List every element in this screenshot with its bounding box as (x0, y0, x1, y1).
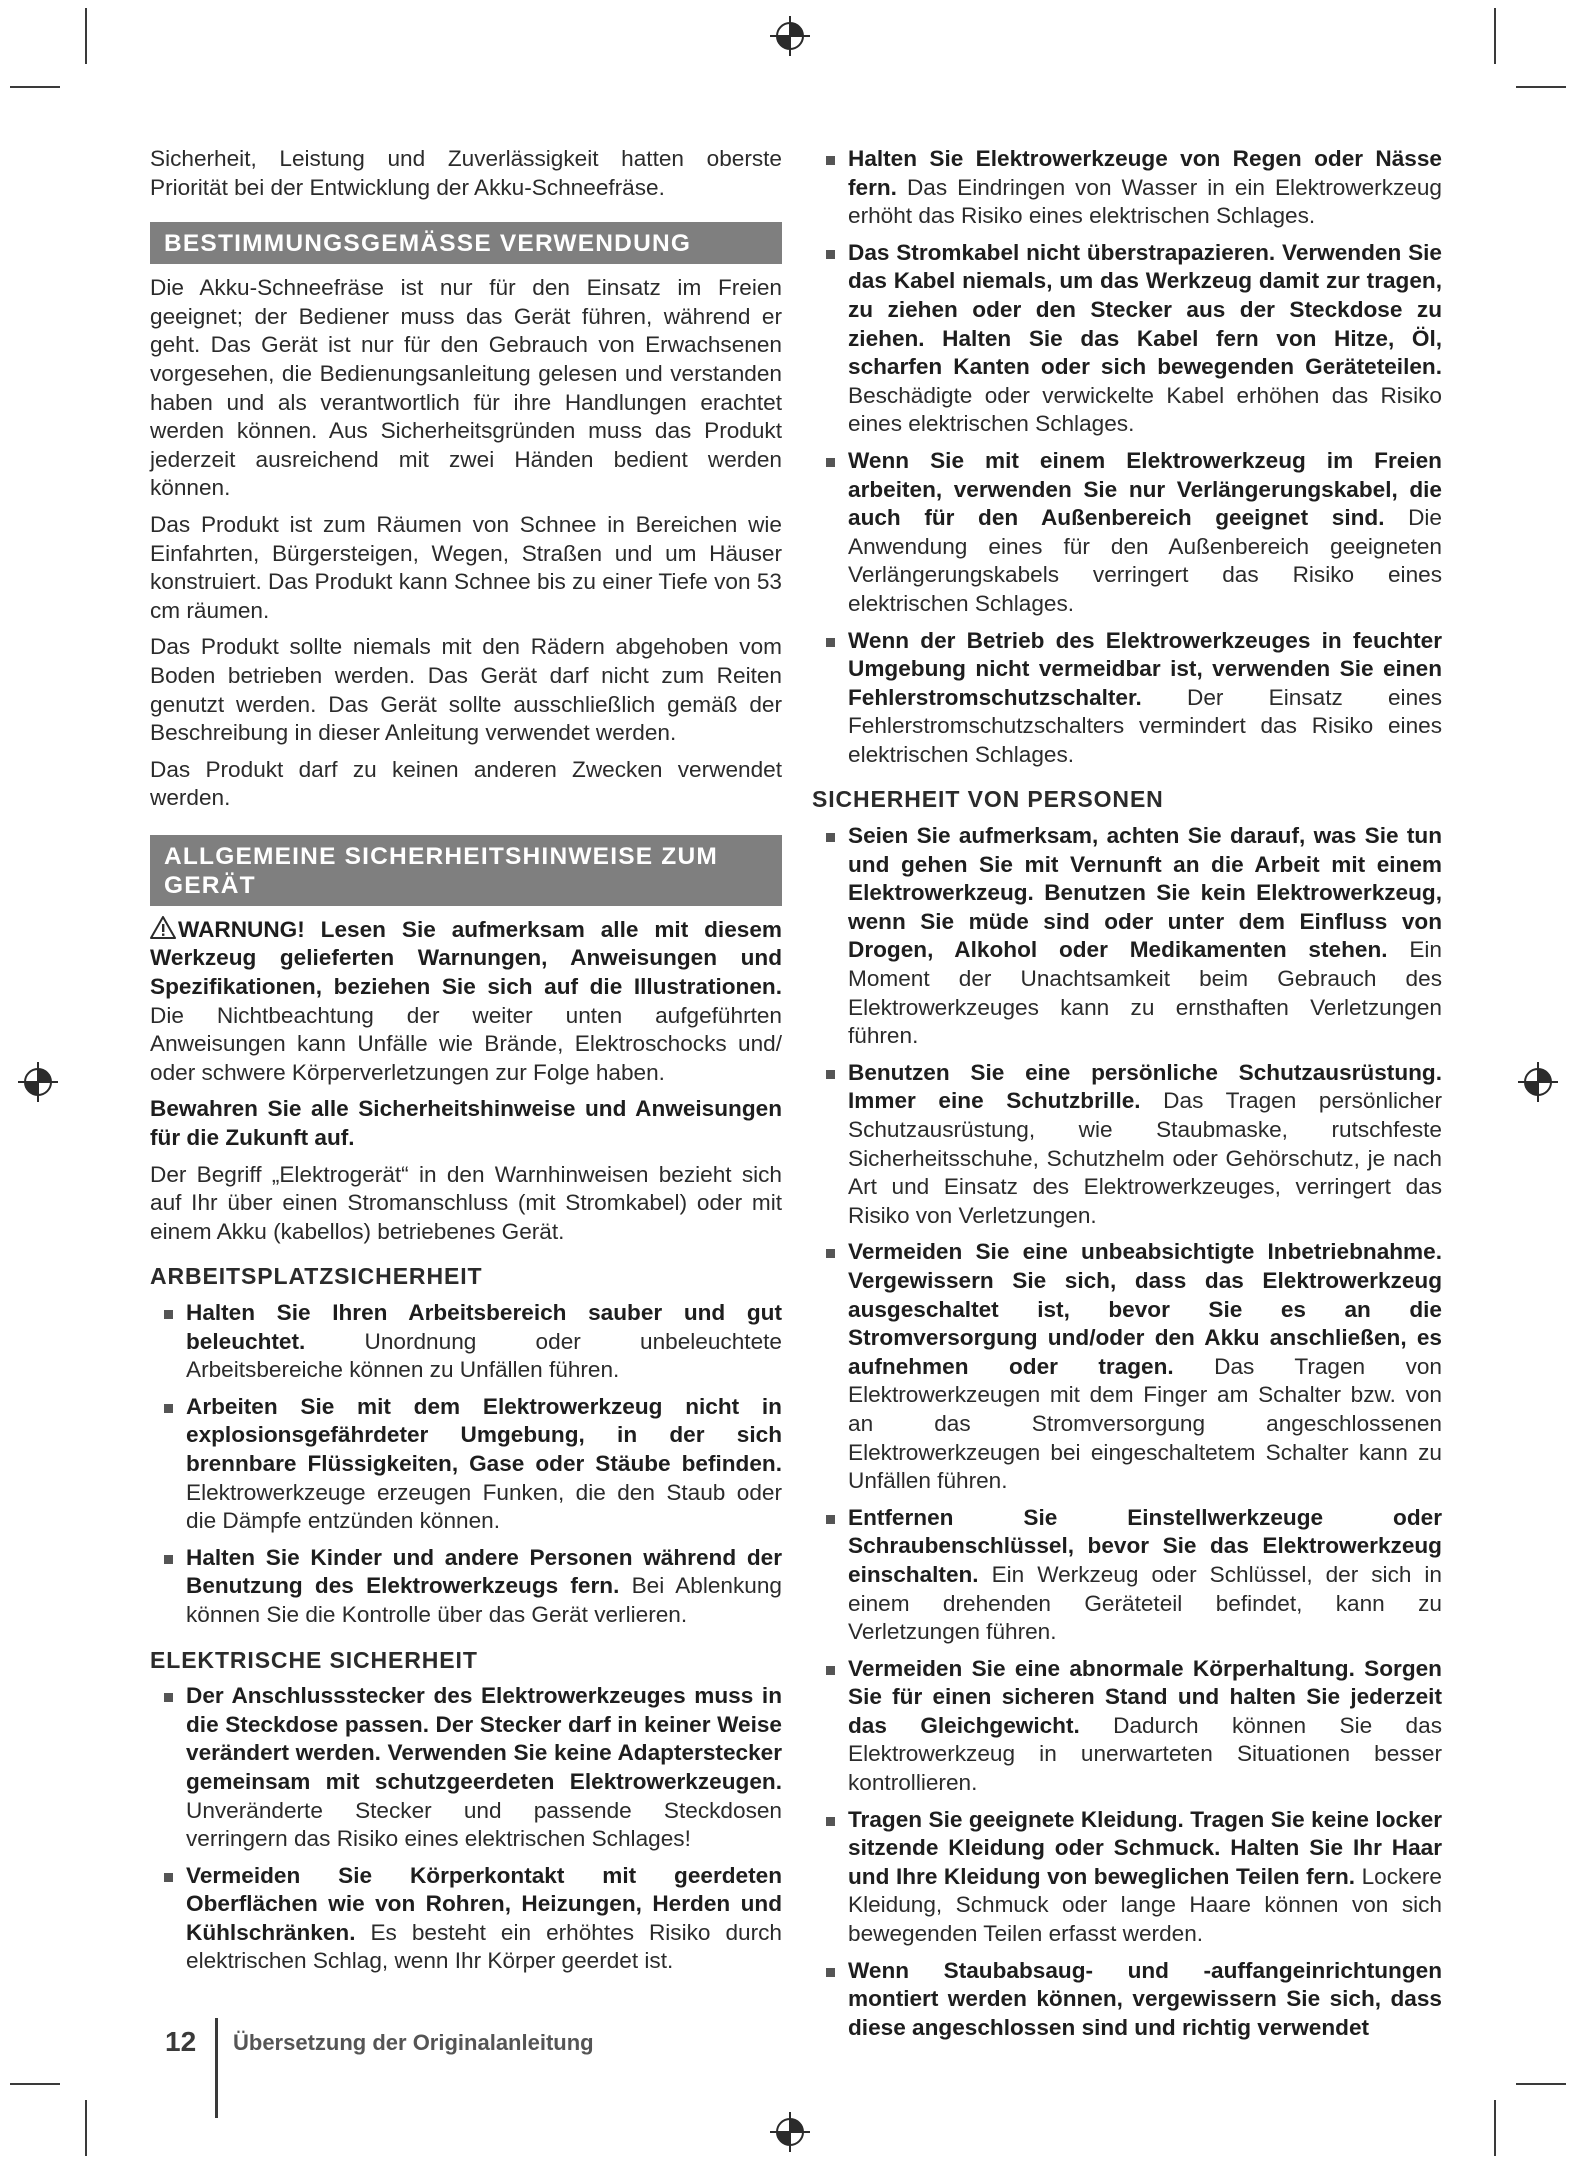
subheading-personal-safety: SICHERHEIT VON PERSONEN (812, 786, 1164, 813)
workplace-safety-list (150, 1299, 782, 1630)
crop-mark (10, 86, 60, 88)
crop-mark (1516, 86, 1566, 88)
warning-bold-text: WARNUNG! Lesen Sie aufmerksam alle mit diesem Werkzeug gelieferten Warnungen, Anweisungen und Spezifikationen, beziehen Sie sich auf die Illustrationen. (150, 916, 782, 1000)
list-item: Entfernen Sie Einstellwerkzeuge oder Schraubenschlüssel, bevor Sie das Elektrowerkzeug einschalten. Ein Werkzeug oder Schlüssel, der sich in einem drehenden Geräteteil befindet, kann zu Verletzungen führen. (848, 1504, 1442, 1647)
right-column (812, 145, 1442, 2050)
list-item: Tragen Sie geeignete Kleidung. Tragen Sie keine locker sitzende Kleidung oder Schmuck. Halten Sie Ihr Haar und Ihre Kleidung von beweglichen Teilen fern. Lockere Kleidung, Schmuck oder lange Haare können von sich bewegenden Teilen erfasst werden. (848, 1806, 1442, 1949)
page-number: 12 (165, 2026, 197, 2057)
footer-divider (215, 2018, 218, 2118)
list-item: Wenn Staubabsaug- und -auffangeinrichtungen montiert werden können, vergewissern Sie sich, dass diese angeschlossen sind und richtig verwendet (848, 1957, 1442, 2043)
intro-paragraph: Sicherheit, Leistung und Zuverlässigkeit hatten oberste Priorität bei der Entwicklung der Akku-Schneefräse. (150, 146, 782, 200)
list-item: Vermeiden Sie Körperkontakt mit geerdeten Oberflächen wie von Rohren, Heizungen, Herden und Kühlschränken. Es besteht ein erhöhtes Risiko durch elektrischen Schlag, wenn Ihr Körper geerdet ist. (186, 1862, 782, 1976)
subheading-workplace-safety: ARBEITSPLATZSICHERHEIT (150, 1263, 483, 1290)
list-item: Vermeiden Sie eine abnormale Körperhaltung. Sorgen Sie für einen sicheren Stand und halten Sie jederzeit das Gleichgewicht. Dadurch können Sie das Elektrowerkzeug in unerwarteten Situationen besser kontrollieren. (848, 1655, 1442, 1798)
warning-triangle-icon (150, 916, 176, 939)
intended-use-paragraph-4: Das Produkt darf zu keinen anderen Zwecken verwendet werden. (150, 756, 782, 811)
list-item: Das Stromkabel nicht überstrapazieren. Verwenden Sie das Kabel niemals, um das Werkzeug damit zur tragen, zu ziehen oder den Stecker aus der Steckdose zu ziehen. Halten Sie das Kabel fern von Hitze, Öl, scharfen Kanten oder sich bewegenden Geräteteilen. Beschädigte oder verwickelte Kabel erhöhen das Risiko eines elektrischen Schlages. (848, 239, 1442, 439)
list-item: Seien Sie aufmerksam, achten Sie darauf, was Sie tun und gehen Sie mit Vernunft an die Arbeit mit einem Elektrowerkzeug. Benutzen Sie kein Elektrowerkzeug, wenn Sie müde sind oder unter dem Einfluss von Drogen, Alkohol oder Medikamenten stehen. Ein Moment der Unachtsamkeit beim Gebrauch des Elektrowerkzeuges kann zu ernsthaften Verletzungen führen. (848, 822, 1442, 1051)
registration-mark-icon (16, 1060, 60, 1104)
intended-use-paragraph-2: Das Produkt ist zum Räumen von Schnee in Bereichen wie Einfahrten, Bürgersteigen, Wegen, Straßen und um Häuser konstruiert. Das Produkt kann Schnee bis zu einer Tiefe von 53 cm räumen. (150, 511, 782, 623)
section-heading-intended-use: BESTIMMUNGSGEMÄSSE VERWENDUNG (150, 222, 782, 264)
footer-title: Übersetzung der Originalanleitung (233, 2030, 594, 2055)
warning-paragraph (150, 916, 782, 1088)
crop-mark (85, 2100, 87, 2156)
registration-mark-icon (1516, 1060, 1560, 1104)
list-item: Arbeiten Sie mit dem Elektrowerkzeug nicht in explosionsgefährdeter Umgebung, in der sich brennbare Flüssigkeiten, Gase oder Stäube befinden. Elektrowerkzeuge erzeugen Funken, die den Staub oder die Dämpfe entzünden können. (186, 1393, 782, 1536)
list-item: Vermeiden Sie eine unbeabsichtigte Inbetriebnahme. Vergewissern Sie sich, dass das Elektrowerkzeug ausgeschaltet ist, bevor Sie es an die Stromversorgung und/oder den Akku anschließen, es aufnehmen oder tragen. Das Tragen von Elektrowerkzeugen mit dem Finger am Schalter bzw. von an das Stromversorgung angeschlossenen Elektrowerkzeugen bei eingeschaltetem Schalter kann zu Unfällen führen. (848, 1238, 1442, 1495)
list-item: Halten Sie Elektrowerkzeuge von Regen oder Nässe fern. Das Eindringen von Wasser in ein Elektrowerkzeug erhöht das Risiko eines elektrischen Schlages. (848, 145, 1442, 231)
crop-mark (1494, 2100, 1496, 2156)
crop-mark (1494, 8, 1496, 64)
crop-mark (1516, 2083, 1566, 2085)
personal-safety-list (812, 822, 1442, 2042)
intended-use-paragraph-3: Das Produkt sollte niemals mit den Rädern abgehoben vom Boden betrieben werden. Das Gerät darf nicht zum Reiten genutzt werden. Das Gerät sollte ausschließlich gemäß der Beschreibung in dieser Anleitung verwendet werden. (150, 634, 782, 746)
electrical-safety-list (150, 1682, 782, 1976)
list-item: Halten Sie Ihren Arbeitsbereich sauber und gut beleuchtet. Unordnung oder unbeleuchtete Arbeitsbereiche können zu Unfällen führen. (186, 1299, 782, 1385)
crop-mark (85, 8, 87, 64)
electrical-safety-list-continued (812, 145, 1442, 769)
warning-text: Die Nichtbeachtung der weiter unten aufgeführten Anweisungen kann Unfälle wie Brände, Elektroschocks und/ oder schwere Körperverletzungen zur Folge haben. (150, 1002, 782, 1085)
intended-use-paragraph-1: Die Akku-Schneefräse ist nur für den Einsatz im Freien geeignet; der Bediener muss das Gerät führen, während er geht. Das Gerät ist nur für den Gebrauch von Erwachsenen vorgesehen, die Bedienungsanleitung gelesen und verstanden haben und als verantwortlich für ihre Handlungen erachtet werden können. Aus Sicherheitsgründen muss das Produkt jederzeit ausreichend mit zwei Händen bedient werden können. (150, 275, 782, 501)
list-item: Wenn Sie mit einem Elektrowerkzeug im Freien arbeiten, verwenden Sie nur Verlängerungskabel, die auch für den Außenbereich geeignet sind. Die Anwendung eines für den Außenbereich geeigneten Verlängerungskabels verringert das Risiko eines elektrischen Schlages. (848, 447, 1442, 619)
list-item: Halten Sie Kinder und andere Personen während der Benutzung des Elektrowerkzeugs fern. Bei Ablenkung können Sie die Kontrolle über das Gerät verlieren. (186, 1544, 782, 1630)
crop-mark (10, 2083, 60, 2085)
list-item: Der Anschlussstecker des Elektrowerkzeuges muss in die Steckdose passen. Der Stecker darf in keiner Weise verändert werden. Verwenden Sie keine Adapterstecker gemeinsam mit schutzgeerdeten Elektrowerkzeugen. Unveränderte Stecker und passende Steckdosen verringern das Risiko eines elektrischen Schlages! (186, 1682, 782, 1854)
list-item: Wenn der Betrieb des Elektrowerkzeuges in feuchter Umgebung nicht vermeidbar ist, verwenden Sie einen Fehlerstromschutzschalter. Der Einsatz eines Fehlerstromschutzschalters vermindert das Risiko eines elektrischen Schlages. (848, 627, 1442, 770)
list-item: Benutzen Sie eine persönliche Schutzausrüstung. Immer eine Schutzbrille. Das Tragen persönlicher Schutzausrüstung, wie Staubmaske, rutschfeste Sicherheitsschuhe, Schutzhelm oder Gehörschutz, je nach Art und Einsatz des Elektrowerkzeuges, verringert das Risiko von Verletzungen. (848, 1059, 1442, 1231)
subheading-electrical-safety: ELEKTRISCHE SICHERHEIT (150, 1646, 478, 1673)
registration-mark-icon (768, 14, 812, 58)
registration-mark-icon (768, 2110, 812, 2154)
left-column (150, 145, 782, 1984)
section-heading-general-safety: ALLGEMEINE SICHERHEITSHINWEISE ZUM GERÄT (150, 835, 782, 906)
term-definition: Der Begriff „Elektrogerät“ in den Warnhinweisen bezieht sich auf Ihr über einen Stromanschluss (mit Stromkabel) oder mit einem Akku (kabellos) betriebenes Gerät. (150, 1161, 782, 1244)
keep-instructions: Bewahren Sie alle Sicherheitshinweise und Anweisungen für die Zukunft auf. (150, 1096, 782, 1151)
